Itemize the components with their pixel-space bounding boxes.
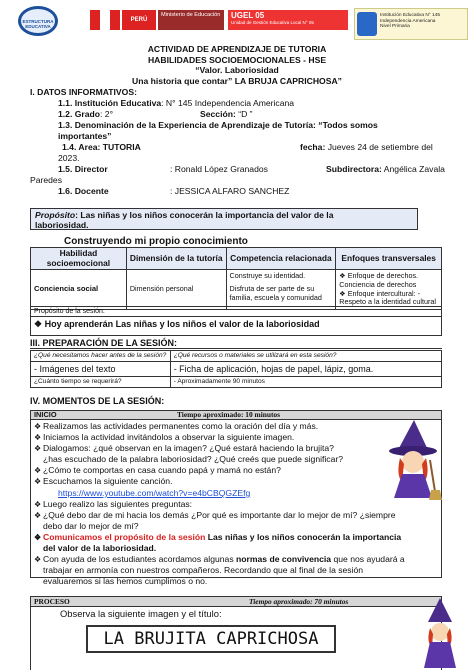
experience-line-2: importantes”: [58, 131, 112, 141]
list-item: ¿has escuchado de la palabra laboriosidad? ¿Qué creés que puede significar?: [43, 454, 344, 464]
table-header: Enfoques transversales: [336, 248, 442, 270]
table-header: Competencia relacionada: [226, 248, 336, 270]
answer-cell: - Ficha de aplicación, hojas de papel, lápiz, goma.: [170, 362, 441, 377]
list-item: ❖ Realizamos las actividades permanentes como la oración del día y más.: [34, 421, 319, 431]
construct-heading: Construyendo mi propio conocimiento: [64, 236, 248, 247]
dimension-cell: Dimensión personal: [126, 270, 226, 310]
preparation-table: [30, 350, 442, 388]
section-4-heading: IV. MOMENTOS DE LA SESIÓN:: [30, 396, 165, 406]
teacher-line: 1.6. Docente: [58, 186, 109, 196]
question-cell: ¿Cuánto tiempo se requerirá?: [31, 377, 171, 388]
observe-instruction: Observa la siguiente imagen y el título:: [60, 608, 222, 619]
list-item: debo dar lo mejor de mí?: [43, 521, 139, 531]
list-item: ❖ Con ayuda de los estudiantes acordamos algunas normas de convivencia que nos ayudará a: [34, 554, 405, 564]
section-line: Sección: “D ”: [200, 109, 253, 119]
list-item: del valor de la laboriosidad.: [43, 543, 157, 553]
institution-line: 1.1. Institución Educativa: N° 145 Independencia Americana: [58, 98, 295, 108]
answer-cell: - Imágenes del texto: [31, 362, 171, 377]
grade-line: 1.2. Grado: 2°: [58, 109, 114, 119]
competence-cell: Construye su identidad. Disfruta de ser parte de su familia, escuela y comunidad: [226, 270, 336, 310]
answer-cell: - Aproximadamente 90 minutos: [170, 377, 441, 388]
start-bar: INICIO Tiempo aproximado: 10 minutos: [30, 410, 442, 420]
list-item: ❖ Dialogamos: ¿qué observan en la imagen? ¿Qué estará haciendo la brujita?: [34, 443, 334, 453]
list-item: ❖ Escuchamos la siguiente canción.: [34, 476, 173, 486]
institution-emblem-icon: [357, 12, 377, 36]
date-line: fecha: Jueves 24 de setiembre del: [300, 142, 433, 152]
section-3-heading: III. PREPARACIÓN DE LA SESIÓN:: [30, 338, 178, 348]
list-item: ❖ ¿Qué debo dar de mi hacia los demás ¿Por qué es importante dar lo mejor de mí? ¿siempre: [34, 510, 396, 520]
list-item: ❖ ¿Cómo te comportas en casa cuando papá y mamá no están?: [34, 465, 281, 475]
school-logo: ESTRUCTURA EDUCATIVA: [10, 6, 68, 40]
director-line: 1.5. Director: [58, 164, 108, 174]
diamond-bullet-icon: ❖: [34, 319, 43, 329]
purpose-box: Propósito: Las niñas y los niños conocerán la importancia del valor de la laboriosidad.: [30, 208, 418, 230]
experience-line: 1.3. Denominación de la Experiencia de Aprendizaje de Tutoría: “Todos somos: [58, 120, 378, 130]
director-value: : Ronald López Granados: [170, 164, 268, 174]
teacher-value: : JESSICA ALFARO SANCHEZ: [170, 186, 290, 196]
session-purpose-value: Hoy aprenderán Las niñas y los niños el valor de la laboriosidad: [44, 319, 320, 329]
peru-flag-icon: [90, 10, 120, 30]
table-header: Dimensión de la tutoría: [126, 248, 226, 270]
process-bar: PROCESO Tiempo aproximado: 70 minutos: [30, 596, 442, 607]
list-item: trabajar en armonía con nuestros compañeros. Recordando que al final de la sesión: [43, 565, 364, 575]
informative-heading: I. DATOS INFORMATIVOS:: [30, 87, 137, 97]
session-purpose-label: Propósito de la sesión:: [31, 307, 441, 317]
header-logos: [8, 4, 468, 44]
question-cell: ¿Qué necesitamos hacer antes de la sesión?: [31, 351, 171, 362]
competency-table: [30, 247, 442, 310]
question-cell: ¿Qué recursos o materiales se utilizará en esta sesión?: [170, 351, 441, 362]
skill-cell: Conciencia social: [31, 270, 127, 310]
table-header: Habilidad socioemocional: [31, 248, 127, 270]
document-title: ACTIVIDAD DE APRENDIZAJE DE TUTORIA HABILIDADES SOCIOEMOCIONALES - HSE “Valor. Laboriosidad Una historia que contar” LA BRUJA CAPRICHOSA”: [132, 44, 342, 86]
institution-logo: Institución Educativa N° 145 Independencia Americana Nivel Primaria: [354, 8, 468, 40]
story-title: LA BRUJITA CAPRICHOSA: [86, 625, 336, 653]
area-line: 1.4. Area: TUTORIA: [62, 142, 141, 152]
table-row: [31, 270, 442, 310]
peru-label: PERÚ: [122, 10, 156, 30]
list-item: ❖ Comunicamos el propósito de la sesión Las niñas y los niños conocerán la importancia: [34, 532, 402, 542]
list-item: evaluaremos si las hemos cumplimos o no.: [43, 576, 208, 586]
witch-illustration: [384, 420, 442, 500]
year-line: 2023.: [58, 153, 80, 163]
section-3-divider: [30, 348, 442, 349]
ministry-label: Ministerio de Educación: [158, 10, 224, 30]
subdirector-line: Subdirectora: Angélica Zavala: [326, 164, 445, 174]
ugel-logo: UGEL 05 Unidad de Gestión Educativa Local N° 05: [228, 10, 348, 30]
subdirector-value-2: Paredes: [30, 175, 63, 185]
session-purpose-box: [30, 306, 442, 336]
witch-illustration-small: [418, 598, 462, 668]
list-item: ❖ Iniciamos la actividad invitándolos a observar la siguiente imagen.: [34, 432, 295, 442]
approach-cell: ❖ Enfoque de derechos. Conciencia de derechos ❖ Enfoque intercultural: -Respeto a la identidad cultural: [336, 270, 442, 310]
song-link[interactable]: https://www.youtube.com/watch?v=e4bCBQGZEfg: [58, 488, 251, 498]
list-item: ❖ Luego realizo las siguientes preguntas:: [34, 499, 193, 509]
